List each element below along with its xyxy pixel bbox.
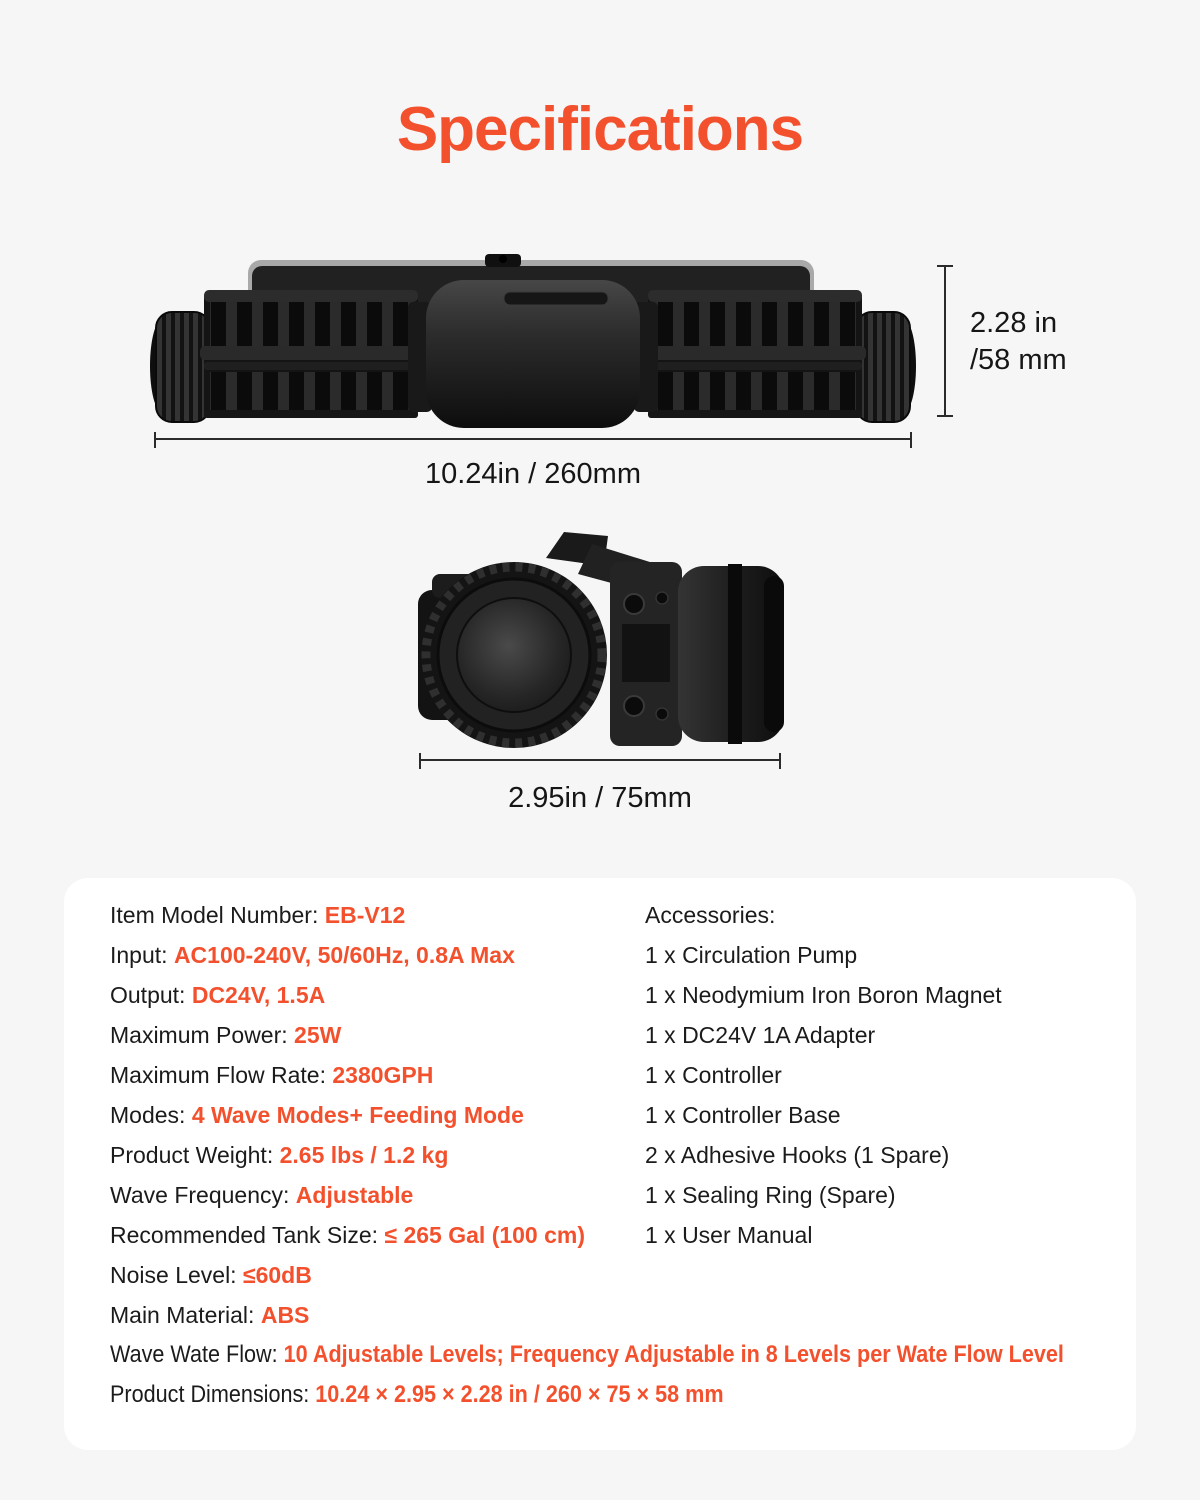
spec-row: Output: DC24V, 1.5A [110,982,326,1008]
spec-row-wave-flow: Wave Wate Flow: 10 Adjustable Levels; Frequency Adjustable in 8 Levels per Wate Flow Level [110,1341,1064,1368]
specs-columns [110,895,1090,1335]
accessory-row: 1 x User Manual [645,1222,813,1248]
specs-column-right [645,895,1090,1335]
spec-row: Item Model Number: EB-V12 [110,902,406,928]
accessory-row: 1 x Sealing Ring (Spare) [645,1182,896,1208]
accessory-row: 1 x Controller [645,1062,782,1088]
accessories-heading: Accessories: [645,902,776,928]
accessory-row: 1 x DC24V 1A Adapter [645,1022,876,1048]
wave-maker-front-image [148,254,918,430]
spec-row: Main Material: ABS [110,1302,310,1328]
spec-row-dimensions: Product Dimensions: 10.24 × 2.95 × 2.28 in / 260 × 75 × 58 mm [110,1381,724,1408]
spec-row: Modes: 4 Wave Modes+ Feeding Mode [110,1102,524,1128]
spec-row: Noise Level: ≤60dB [110,1262,312,1288]
accessory-row: 1 x Circulation Pump [645,942,858,968]
accessory-row: 2 x Adhesive Hooks (1 Spare) [645,1142,950,1168]
specs-card [64,878,1136,1450]
accessory-row: 1 x Controller Base [645,1102,841,1128]
width-dimension-line-top [155,438,911,440]
accessory-row: 1 x Neodymium Iron Boron Magnet [645,982,1002,1008]
wave-maker-side-image [410,530,790,762]
spec-row: Recommended Tank Size: ≤ 265 Gal (100 cm) [110,1222,586,1248]
spec-row: Maximum Flow Rate: 2380GPH [110,1062,434,1088]
spec-row: Input: AC100-240V, 50/60Hz, 0.8A Max [110,942,515,968]
specs-column-left [110,895,645,1335]
spec-row: Product Weight: 2.65 lbs / 1.2 kg [110,1142,449,1168]
spec-row: Maximum Power: 25W [110,1022,342,1048]
width-dimension-label-side: 2.95in / 75mm [508,782,692,814]
width-dimension-label-top: 10.24in / 260mm [424,458,641,490]
spec-row: Wave Frequency: Adjustable [110,1182,414,1208]
height-dimension-label: 2.28 in /58 mm [970,307,1067,376]
width-dimension-line-side [420,759,780,761]
page-title: Specifications [396,95,804,164]
height-dimension-line [944,266,946,416]
